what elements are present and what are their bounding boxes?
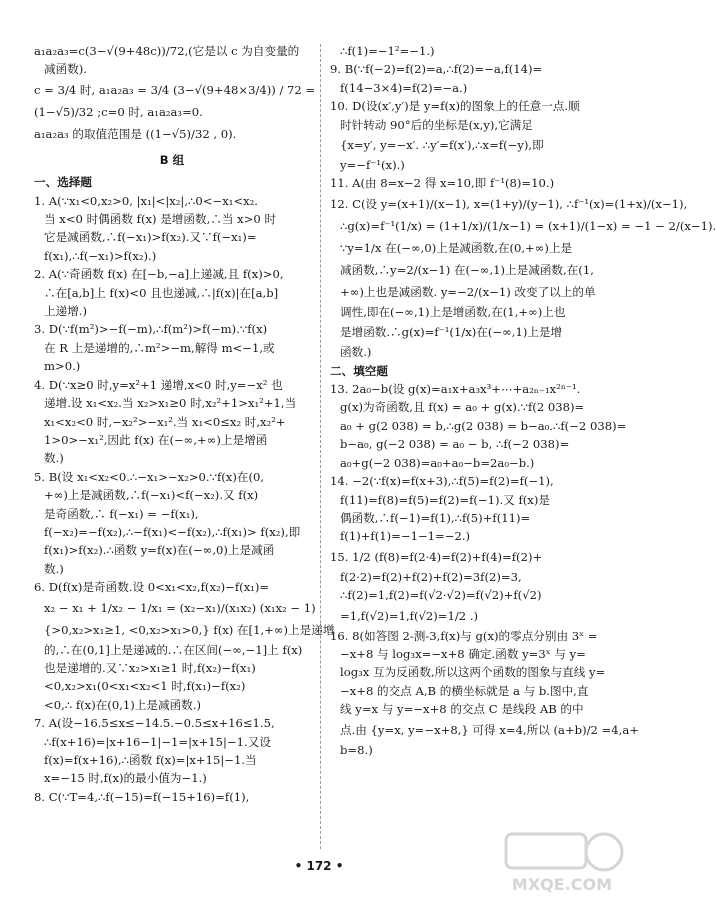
text-line: 偶函数,∴f(−1)=f(1),∴f(5)+f(11)= [340, 510, 531, 525]
text-line: g(x)为奇函数,且 f(x) = a₀ + g(x).∵f(2 038)= [340, 400, 585, 415]
text-line: −x+8 与 log₃x=−x+8 确定.函数 y=3ˣ 与 y= [340, 646, 586, 661]
column-divider [320, 44, 321, 849]
text-line: +∞)上是减函数,∴f(−x₁)<f(−x₂).又 f(x) [44, 488, 259, 503]
text-line: 3. D(∵f(m²)>−f(−m),∴f(m²)>f(−m).∵f(x) [34, 322, 268, 337]
text-line: 数.) [44, 451, 64, 466]
text-line: x₂ − x₁ + 1/x₂ − 1/x₁ = (x₂−x₁)/(x₁x₂) (x₁x₂ − 1) [44, 600, 316, 615]
watermark-ring [586, 834, 622, 870]
text-line: 递增.设 x₁<x₂.当 x₂>x₁≥0 时,x₂²+1>x₁²+1,当 [44, 396, 297, 411]
watermark-text: MXQE.COM [511, 875, 613, 894]
watermark-logo [498, 826, 626, 898]
text-line: x=−15 时,f(x)的最小值为−1.) [44, 771, 207, 786]
text-line: ∴f(2)=1,f(2)=f(√2·√2)=f(√2)+f(√2) [340, 588, 542, 603]
text-line: 当 x<0 时偶函数 f(x) 是增函数,∴当 x>0 时 [44, 212, 277, 227]
text-line: <0,∴ f(x)在(0,1)上是减函数.) [44, 697, 201, 712]
text-line: 15. 1/2 (f(8)=f(2·4)=f(2)+f(4)=f(2)+ [330, 549, 543, 564]
text-line: <0,x₂>x₁(0<x₁<x₂<1 时,f(x₁)−f(x₂) [44, 679, 246, 694]
text-line: 10. D(设(x′,y′)是 y=f(x)的图象上的任意一点.顺 [330, 99, 580, 114]
text-line: =1,f(√2)=1,f(√2)=1/2 .) [340, 608, 479, 623]
text-line: ∴f(1)=−1²=−1.) [340, 44, 435, 58]
text-line: 点.由 {y=x, y=−x+8,} 可得 x=4,所以 (a+b)/2 =4,a+ [340, 722, 639, 737]
text-line: 函数.) [340, 345, 372, 360]
text-line: 11. A(由 8=x−2 得 x=10,即 f⁻¹(8)=10.) [330, 176, 555, 191]
text-line: 调性,即在(−∞,1)上是增函数,在(1,+∞)上也 [340, 304, 566, 319]
group-heading: B 组 [159, 152, 185, 167]
text-line: a₁a₂a₃=c(3−√(9+48c))/72,(它是以 c 为自变量的 [34, 44, 300, 58]
text-line: 的,∴在(0,1]上是递减的.∴在区间(−∞,−1]上 f(x) [44, 642, 303, 657]
text-line: 减函数,∴y=2/(x−1) 在(−∞,1)上是减函数,在(1, [340, 262, 594, 277]
text-line: (1−√5)/32 ;c=0 时, a₁a₂a₃=0. [34, 104, 203, 119]
text-line: −x+8 的交点 A,B 的横坐标就是 a 与 b.图中,直 [340, 683, 589, 698]
text-line: f(11)=f(8)=f(5)=f(2)=f(−1).又 f(x)是 [340, 492, 550, 507]
text-line: 它是减函数,∴f(−x₁)>f(x₂).又∵f(−x₁)= [44, 230, 257, 245]
text-line: a₁a₂a₃ 的取值范围是 ((1−√5)/32 , 0). [34, 126, 237, 141]
section-heading: 一、选择题 [34, 175, 92, 190]
text-line: 14. −2(∵f(x)=f(x+3),∴f(5)=f(2)=f(−1), [330, 474, 554, 489]
text-line: 是奇函数,∴ f(−x₁) = −f(x₁), [44, 506, 199, 521]
text-line: ∴g(x)=f⁻¹(1/x) = (1+1/x)/(1/x−1) = (x+1)/(1−x) = −1 − 2/(x−1). [340, 218, 716, 233]
text-line: f(2·2)=f(2)+f(2)+f(2)=3f(2)=3, [340, 569, 522, 584]
page-number: • 172 • [294, 859, 344, 873]
text-line: b=8.) [340, 742, 373, 757]
text-line: ∴在[a,b]上 f(x)<0 且也递减,∴|f(x)|在[a,b] [44, 285, 279, 300]
text-line: c = 3/4 时, a₁a₂a₃ = 3/4 (3−√(9+48×3/4)) / 72 = [34, 82, 316, 97]
text-line: 上递增.) [44, 304, 87, 319]
text-line: f(x₁)>f(x₂).∴函数 y=f(x)在(−∞,0)上是减函 [44, 543, 275, 558]
text-line: 时针转动 90°后的坐标是(x,y),它满足 [340, 117, 533, 132]
text-line: 也是递增的.又∵x₂>x₁≥1 时,f(x₂)−f(x₁) [44, 660, 256, 675]
text-line: 12. C(设 y=(x+1)/(x−1), x=(1+y)/(y−1), ∴f⁻¹(x)=(1+x)/(x−1), [330, 196, 688, 211]
text-line: 8. C(∵T=4,∴f(−15)=f(−15+16)=f(1), [34, 789, 250, 804]
text-line: f(1)+f(1)=−1−1=−2.) [340, 529, 471, 544]
text-line: f(−x₂)=−f(x₂),∴−f(x₁)<−f(x₂),∴f(x₁)> f(x₂),即 [44, 524, 301, 539]
text-line: 5. B(设 x₁<x₂<0.∴−x₁>−x₂>0.∵f(x)在(0, [34, 469, 265, 484]
text-line: 线 y=x 与 y=−x+8 的交点 C 是线段 AB 的中 [340, 702, 584, 717]
right-column [330, 42, 716, 759]
text-line: 13. 2a₀−b(设 g(x)=a₁x+a₃x³+⋯+a₂ₙ₋₁x²ⁿ⁻¹. [330, 382, 581, 397]
text-line: +∞)上也是减函数. y=−2/(x−1) 改变了以上的单 [340, 284, 596, 299]
text-line: ∵y=1/x 在(−∞,0)上是减函数,在(0,+∞)上是 [340, 240, 573, 255]
text-line: f(14−3×4)=f(2)=−a.) [340, 80, 468, 95]
text-line: 2. A(∵奇函数 f(x) 在[−b,−a]上递减,且 f(x)>0, [34, 267, 284, 282]
text-line: 16. 8(如答图 2-测-3,f(x)与 g(x)的零点分别由 3ˣ = [330, 628, 598, 643]
text-line: log₃x 互为反函数,所以这两个函数的图象与直线 y= [340, 665, 606, 680]
text-line: f(x₁),∴f(−x₁)>f(x₂).) [44, 248, 157, 263]
text-line: x₁<x₂<0 时,−x₂²>−x₁².当 x₁<0≤x₂ 时,x₂²+ [44, 414, 286, 429]
text-line: y=−f⁻¹(x).) [340, 158, 405, 173]
text-line: 6. D(f(x)是奇函数.设 0<x₁<x₂,f(x₂)−f(x₁)= [34, 580, 270, 595]
left-column [34, 42, 335, 806]
text-line: {>0,x₂>x₁≥1, <0,x₂>x₁>0,} f(x) 在[1,+∞)上是递增 [44, 622, 335, 637]
text-line: 在 R 上是递增的,∴m²>−m,解得 m<−1,或 [44, 340, 275, 355]
text-line: m>0.) [44, 359, 81, 374]
text-line: b−a₀, g(−2 038) = a₀ − b, ∴f(−2 038)= [340, 437, 570, 452]
text-line: a₀ + g(2 038) = b,∴g(2 038) = b−a₀.∴f(−2 038)= [340, 418, 627, 433]
text-line: 9. B(∵f(−2)=f(2)=a,∴f(2)=−a,f(14)= [330, 62, 543, 77]
text-line: f(x)=f(x+16),∴函数 f(x)=|x+15|−1.当 [44, 753, 257, 767]
text-line: 是增函数.∴g(x)=f⁻¹(1/x)在(−∞,1)上是增 [340, 325, 563, 340]
text-line: ∴f(x+16)=|x+16−1|−1=|x+15|−1.又设 [44, 734, 271, 749]
section-heading: 二、填空题 [330, 363, 388, 378]
text-line: a₀+g(−2 038)=a₀+a₀−b=2a₀−b.) [340, 455, 535, 470]
watermark-block [506, 834, 586, 868]
text-line: 数.) [44, 561, 64, 576]
text-line: {x=y′, y=−x′. ∴y′=f(x′),∴x=f(−y),即 [340, 138, 544, 153]
text-line: 1. A(∵x₁<0,x₂>0, |x₁|<|x₂|,∴0<−x₁<x₂. [34, 193, 258, 208]
text-line: 4. D(∵x≥0 时,y=x²+1 递增,x<0 时,y=−x² 也 [34, 377, 283, 392]
text-line: 7. A(设−16.5≤x≤−14.5.−0.5≤x+16≤1.5, [34, 716, 275, 731]
text-line: 减函数). [44, 62, 87, 77]
text-line: 1>0>−x₁²,因此 f(x) 在(−∞,+∞)上是增函 [44, 432, 268, 447]
